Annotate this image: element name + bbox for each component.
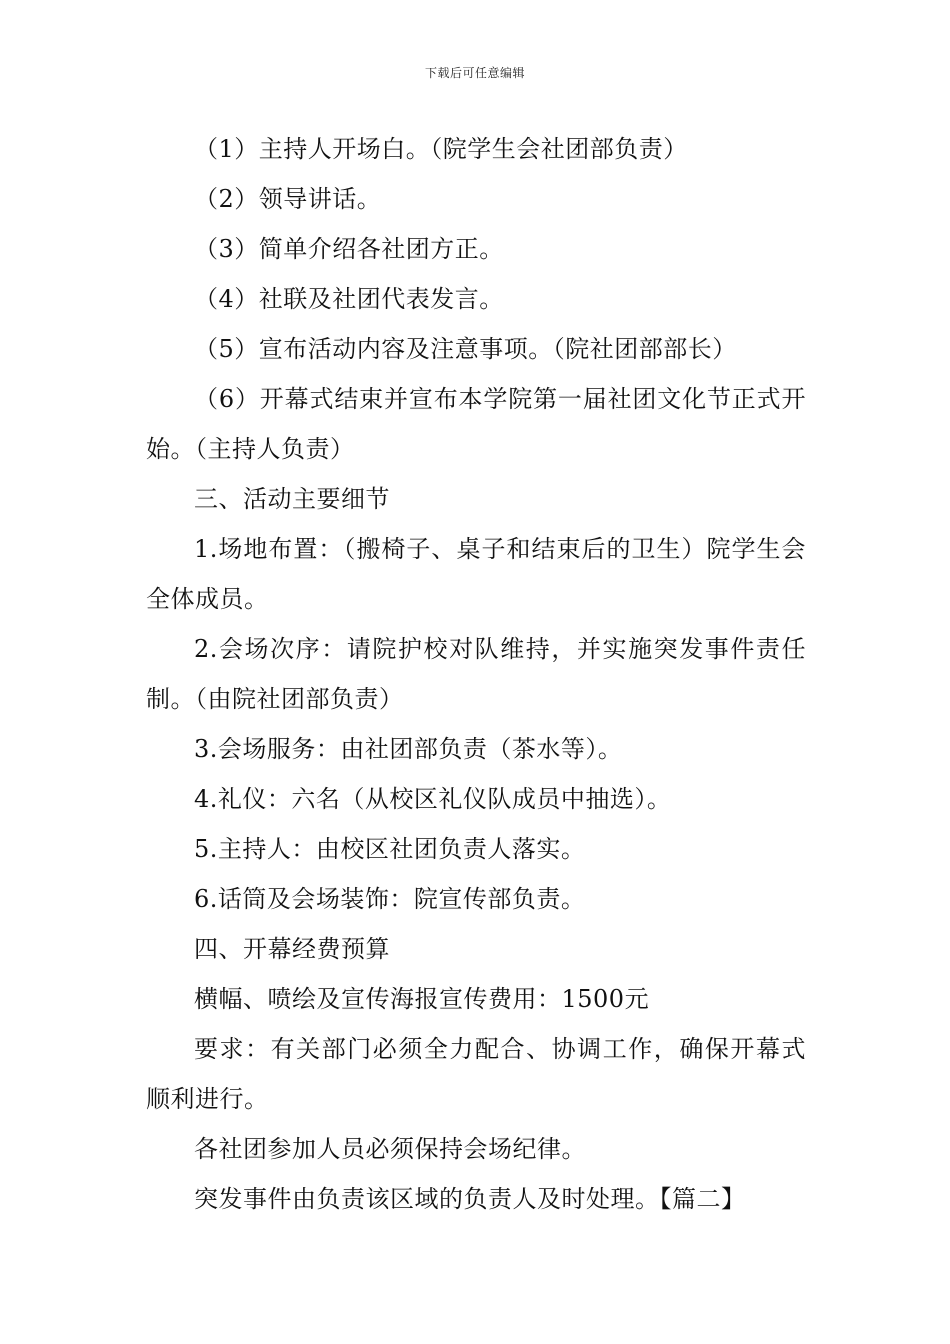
paragraph-opening-remarks: （1）主持人开场白。（院学生会社团部负责） xyxy=(194,135,688,163)
list-item-etiquette: 4.礼仪：六名（从校区礼仪队成员中抽选）。 xyxy=(194,785,672,813)
paragraph-announce-activities: （5）宣布活动内容及注意事项。（院社团部部长） xyxy=(194,335,737,363)
paragraph-leader-speech: （2）领导讲话。 xyxy=(194,185,382,213)
paragraph-ceremony-end: （6）开幕式结束并宣布本学院第一届社团文化节正式开始。（主持人负责） xyxy=(146,385,806,463)
list-item-host: 5.主持人：由校区社团负责人落实。 xyxy=(194,835,586,863)
paragraph-budget-cost: 横幅、喷绘及宣传海报宣传费用：1500元 xyxy=(194,985,650,1013)
list-item-venue-service: 3.会场服务：由社团部负责（茶水等）。 xyxy=(194,735,623,763)
list-item-venue-setup: 1.场地布置：（搬椅子、桌子和结束后的卫生）院学生会全体成员。 xyxy=(146,535,806,613)
paragraph-club-intro: （3）简单介绍各社团方正。 xyxy=(194,235,504,263)
paragraph-requirements: 要求：有关部门必须全力配合、协调工作，确保开幕式顺利进行。 xyxy=(146,1035,806,1113)
page-header: 下载后可任意编辑 xyxy=(424,66,525,80)
list-item-microphone-decor: 6.话筒及会场装饰：院宣传部负责。 xyxy=(194,885,586,913)
document-body xyxy=(146,124,806,1224)
paragraph-representative-speech: （4）社联及社团代表发言。 xyxy=(194,285,504,313)
list-item-venue-order: 2.会场次序：请院护校对队维持，并实施突发事件责任制。（由院社团部负责） xyxy=(146,635,806,713)
section-heading-budget: 四、开幕经费预算 xyxy=(194,935,390,963)
paragraph-discipline: 各社团参加人员必须保持会场纪律。 xyxy=(194,1135,586,1163)
section-heading-details: 三、活动主要细节 xyxy=(194,485,390,513)
paragraph-emergency: 突发事件由负责该区域的负责人及时处理。【篇二】 xyxy=(194,1185,746,1213)
